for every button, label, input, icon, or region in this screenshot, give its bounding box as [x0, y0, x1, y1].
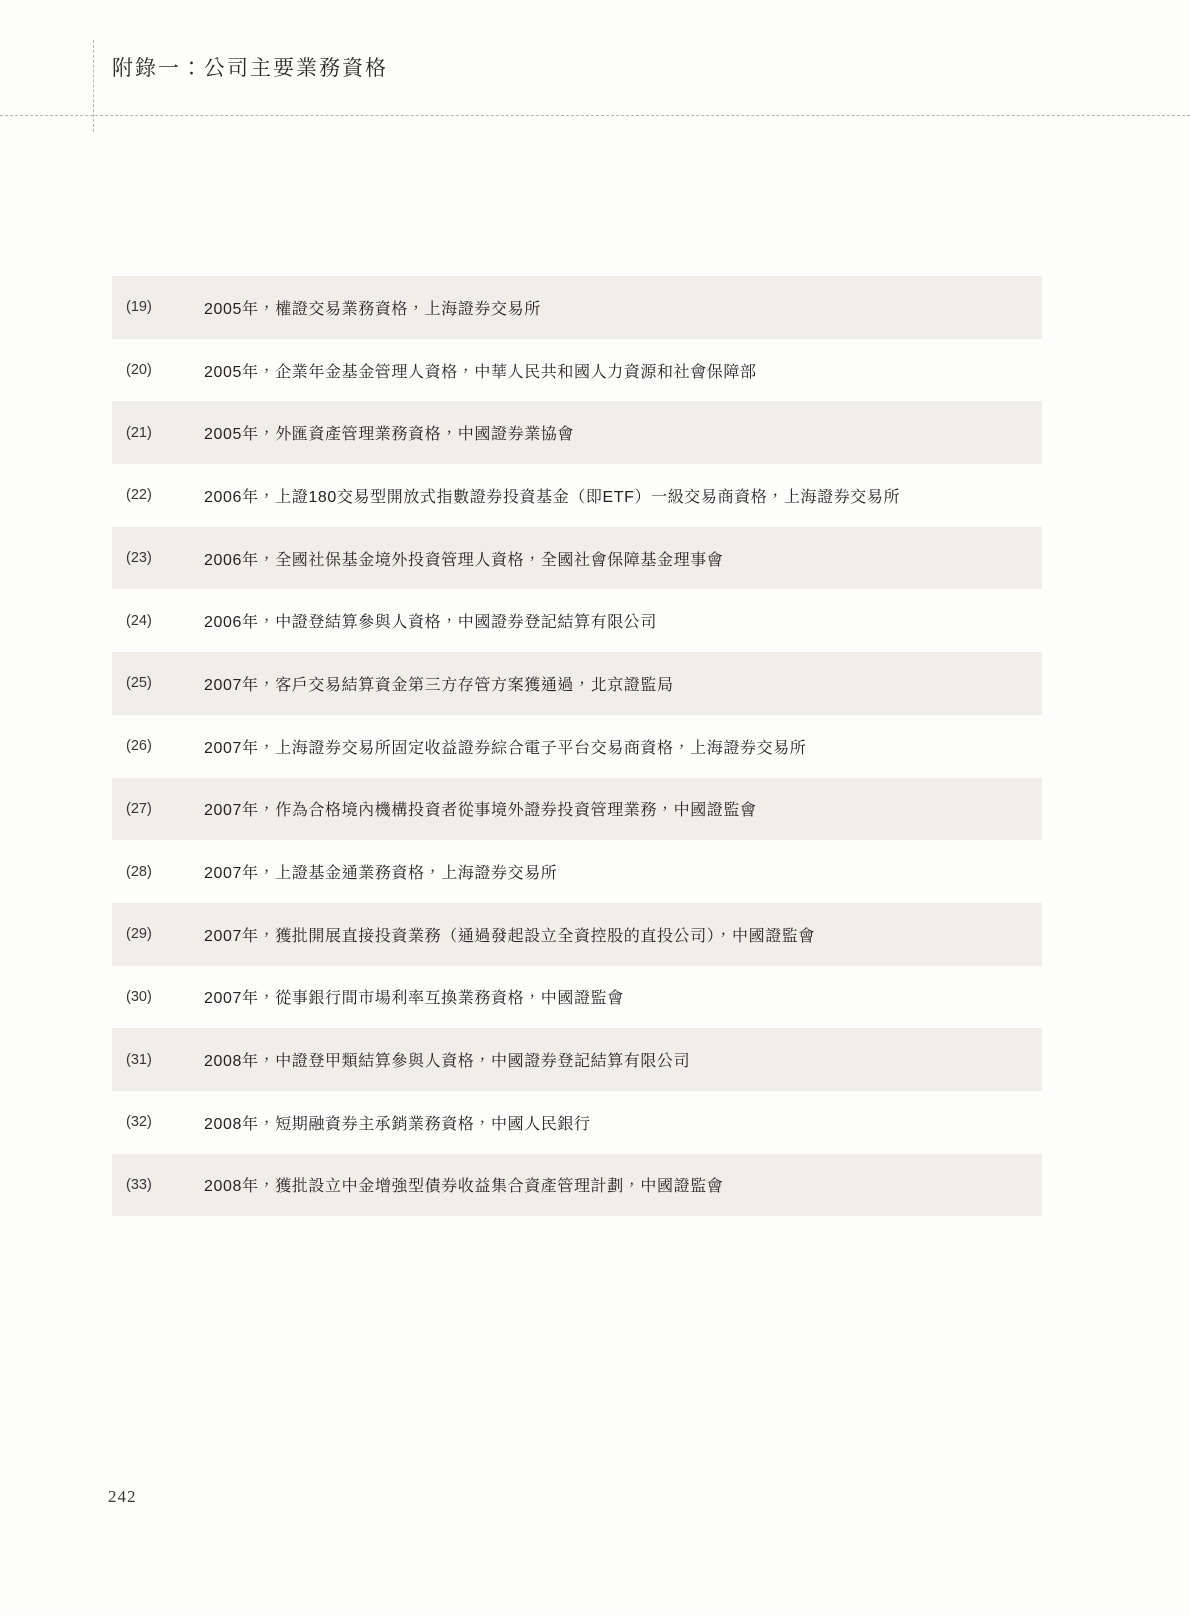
- row-description: 2006年，中證登結算參與人資格，中國證券登記結算有限公司: [204, 589, 1042, 652]
- row-description: 2007年，作為合格境內機構投資者從事境外證券投資管理業務，中國證監會: [204, 778, 1042, 841]
- row-description: 2005年，權證交易業務資格，上海證券交易所: [204, 276, 1042, 339]
- row-number: (32): [112, 1091, 204, 1154]
- qualifications-table: [112, 276, 1042, 1216]
- table-row: [112, 1091, 1042, 1154]
- row-number: (21): [112, 401, 204, 464]
- row-description: 2007年，獲批開展直接投資業務（通過發起設立全資控股的直投公司），中國證監會: [204, 903, 1042, 966]
- table-row: [112, 652, 1042, 715]
- row-number: (33): [112, 1154, 204, 1217]
- row-description: 2005年，企業年金基金管理人資格，中華人民共和國人力資源和社會保障部: [204, 339, 1042, 402]
- row-number: (28): [112, 840, 204, 903]
- row-number: (23): [112, 527, 204, 590]
- row-description: 2008年，中證登甲類結算參與人資格，中國證券登記結算有限公司: [204, 1028, 1042, 1091]
- table-row: [112, 1028, 1042, 1091]
- header-vertical-rule: [93, 40, 94, 132]
- table-row: [112, 464, 1042, 527]
- row-description: 2007年，上海證券交易所固定收益證券綜合電子平台交易商資格，上海證券交易所: [204, 715, 1042, 778]
- table-row: [112, 1154, 1042, 1217]
- row-number: (24): [112, 589, 204, 652]
- table-row: [112, 339, 1042, 402]
- row-number: (31): [112, 1028, 204, 1091]
- table-row: [112, 966, 1042, 1029]
- row-description: 2007年，客戶交易結算資金第三方存管方案獲通過，北京證監局: [204, 652, 1042, 715]
- row-number: (26): [112, 715, 204, 778]
- table-row: [112, 401, 1042, 464]
- header-horizontal-rule: [0, 115, 1190, 116]
- table-row: [112, 589, 1042, 652]
- table-row: [112, 840, 1042, 903]
- page-header: [0, 0, 1190, 128]
- row-number: (29): [112, 903, 204, 966]
- row-number: (20): [112, 339, 204, 402]
- table-row: [112, 778, 1042, 841]
- row-description: 2008年，短期融資券主承銷業務資格，中國人民銀行: [204, 1091, 1042, 1154]
- table-row: [112, 903, 1042, 966]
- row-description: 2007年，上證基金通業務資格，上海證券交易所: [204, 840, 1042, 903]
- table-row: [112, 715, 1042, 778]
- row-number: (25): [112, 652, 204, 715]
- row-number: (19): [112, 276, 204, 339]
- row-description: 2008年，獲批設立中金增強型債券收益集合資產管理計劃，中國證監會: [204, 1154, 1042, 1217]
- table-row: [112, 527, 1042, 590]
- table-row: [112, 276, 1042, 339]
- row-number: (30): [112, 966, 204, 1029]
- row-number: (22): [112, 464, 204, 527]
- qualifications-table-body: [112, 276, 1042, 1216]
- page-number: 242: [108, 1487, 137, 1506]
- row-description: 2006年，上證180交易型開放式指數證券投資基金（即ETF）一級交易商資格，上海證券交易所: [204, 464, 1042, 527]
- row-description: 2006年，全國社保基金境外投資管理人資格，全國社會保障基金理事會: [204, 527, 1042, 590]
- row-description: 2007年，從事銀行間市場利率互換業務資格，中國證監會: [204, 966, 1042, 1029]
- row-number: (27): [112, 778, 204, 841]
- page-title: 附錄一：公司主要業務資格: [112, 56, 388, 80]
- row-description: 2005年，外匯資產管理業務資格，中國證券業協會: [204, 401, 1042, 464]
